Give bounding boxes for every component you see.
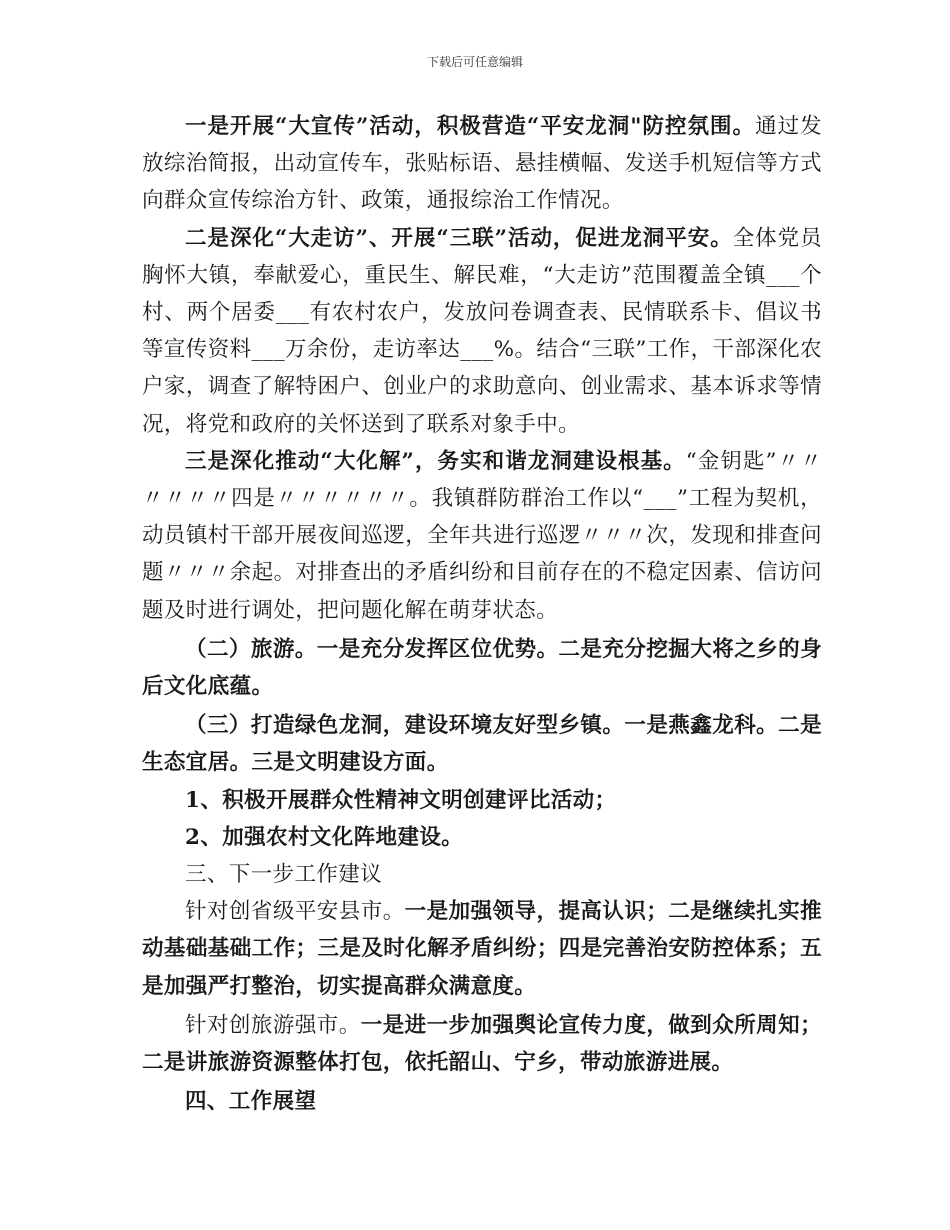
paragraph-lead: 针对创旅游强市。 [185,1012,361,1038]
paragraph-visits [142,220,822,443]
paragraph-text: “金钥匙”〃〃〃〃〃〃四是〃〃〃〃〃〃。我镇群防群治工作以“___”工程为契机，动员镇村干部开展夜间巡逻，全年共进行巡逻〃〃〃次，发现和排查问题〃〃〃余起。对排查出的矛盾纠纷和目前存在的不稳定因素、信访问题及时进行调处，把问题化解在萌芽状态。 [142,448,822,623]
section-tourism: （二）旅游。一是充分发挥区位优势。二是充分挖掘大将之乡的身后文化底蕴。 [142,636,822,700]
document-body [142,108,822,1120]
page-header: 下载后可任意编辑 [426,55,523,69]
section-green-longdong: （三）打造绿色龙洞，建设环境友好型乡镇。一是燕鑫龙科。二是生态宜居。三是文明建设方面。 [142,713,822,776]
paragraph-text: 一是加强领导，提高认识；二是继续扎实推动基础基础工作；三是及时化解矛盾纠纷；四是完善治安防控体系；五是加强严打整治，切实提高群众满意度。 [142,899,822,999]
list-item-2: 2、加强农村文化阵地建设。 [185,824,464,850]
paragraph-lead: 一是开展“大宣传”活动，积极营造“平安龙洞"防控氛围。 [185,114,756,139]
paragraph-tourism-city [142,1007,822,1081]
paragraph-lead: 二是深化“大走访”、开展“三联”活动，促进龙洞平安。 [185,225,733,251]
paragraph-text: 一是进一步加强舆论宣传力度，做到众所周知；二是讲旅游资源整体打包，依托韶山、宁乡，带动旅游进展。 [142,1012,823,1076]
section-heading-outlook: 四、工作展望 [185,1089,317,1115]
paragraph-propaganda [142,108,822,220]
paragraph-mediation [142,443,822,629]
paragraph-text: 全体党员胸怀大镇，奉献爱心，重民生、解民难，“大走访”范围覆盖全镇___个村、两个居委___有农村农户，发放问卷调查表、民情联系卡、倡议书等宣传资料___万余份，走访率达___%。结合“三联”工作，干部深化农户家，调查了解特困户、创业户的求助意向、创业需求、基本诉求等情况，将党和政府的关怀送到了联系对象手中。 [142,225,822,437]
paragraph-lead: 针对创省级平安县市。 [185,899,405,925]
paragraph-lead: 三是深化推动“大化解”，务实和谐龙洞建设根基。 [185,448,686,474]
paragraph-text: 通过发放综治简报，出动宣传车，张贴标语、悬挂横幅、发送手机短信等方式向群众宣传综治方针、政策，通报综治工作情况。 [142,114,822,214]
list-item-1: 1、积极开展群众性精神文明创建评比活动； [185,787,617,813]
paragraph-safety-county [142,893,822,1005]
section-heading-next-steps: 三、下一步工作建议 [185,862,383,888]
